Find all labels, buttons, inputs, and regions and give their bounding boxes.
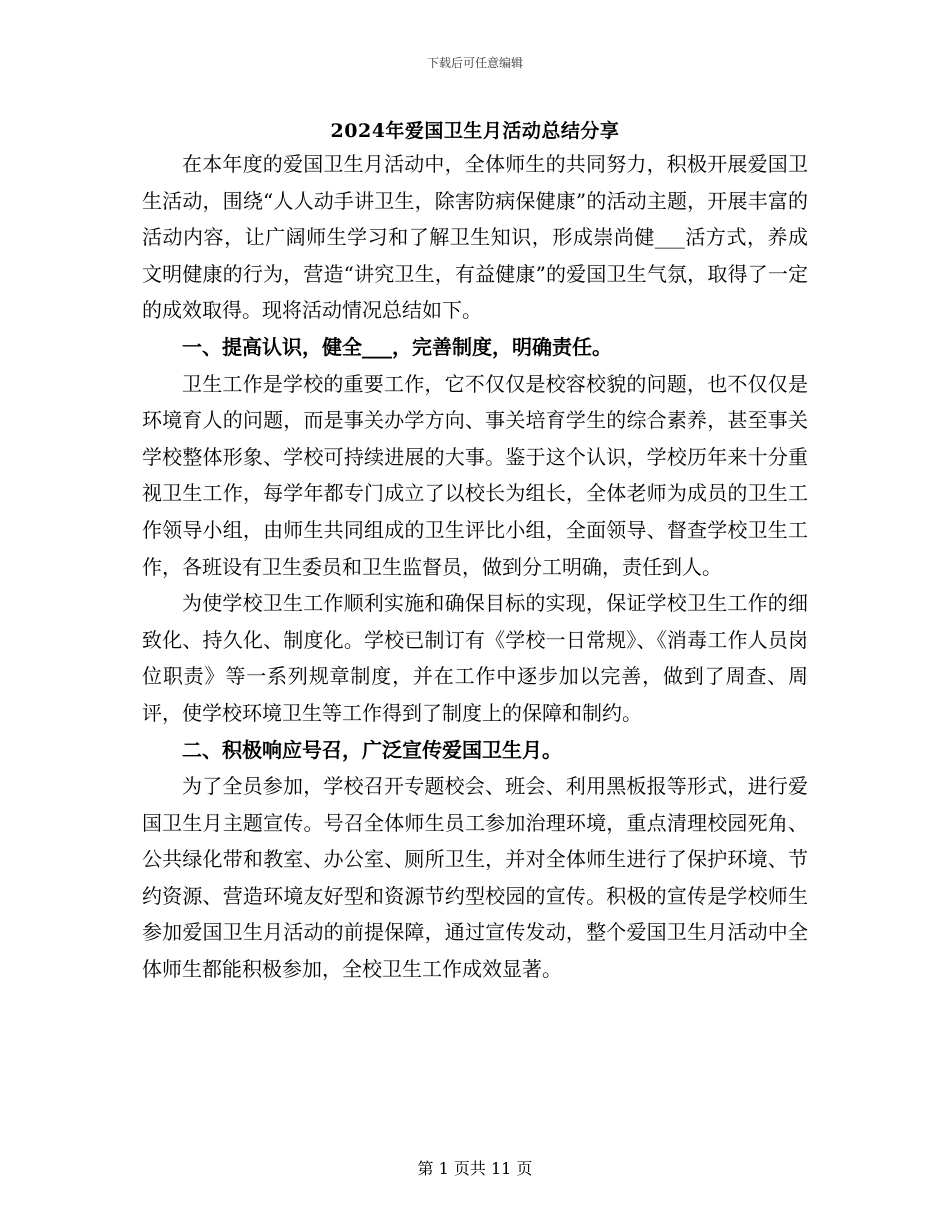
section-heading-2: 二、积极响应号召，广泛宣传爱国卫生月。: [182, 737, 562, 762]
paragraph-section1-b: 为使学校卫生工作顺利实施和确保目标的实现，保证学校卫生工作的细致化、持久化、制度化。学校已制订有《学校一日常规》、《消毒工作人员岗位职责》等一系列规章制度，并在工作中逐步加以完善，做到了周查、周评，使学校环境卫生等工作得到了制度上的保障和制约。: [142, 591, 808, 725]
document-body: [142, 146, 808, 988]
paragraph-section1-a: 卫生工作是学校的重要工作，它不仅仅是校容校貌的问题，也不仅仅是环境育人的问题，而是事关办学方向、事关培育学生的综合素养，甚至事关学校整体形象、学校可持续进展的大事。鉴于这个认识，学校历年来十分重视卫生工作，每学年都专门成立了以校长为组长，全体老师为成员的卫生工作领导小组，由师生共同组成的卫生评比小组，全面领导、督查学校卫生工作，各班设有卫生委员和卫生监督员，做到分工明确，责任到人。: [142, 371, 808, 579]
header-note: 下载后可任意编辑: [426, 56, 523, 70]
page-number: 第 1 页共 11 页: [417, 1159, 533, 1178]
paragraph-intro: 在本年度的爱国卫生月活动中，全体师生的共同努力，积极开展爱国卫生活动，围绕“人人动手讲卫生，除害防病保健康”的活动主题，开展丰富的活动内容，让广阔师生学习和了解卫生知识，形成崇尚健___活方式，养成文明健康的行为，营造“讲究卫生，有益健康”的爱国卫生气氛，取得了一定的成效取得。现将活动情况总结如下。: [142, 152, 808, 323]
section-heading-1: 一、提高认识，健全___，完善制度，明确责任。: [182, 334, 612, 359]
document-title: 2024年爱国卫生月活动总结分享: [330, 120, 620, 142]
paragraph-section2-a: 为了全员参加，学校召开专题校会、班会、利用黑板报等形式，进行爱国卫生月主题宣传。号召全体师生员工参加治理环境，重点清理校园死角、公共绿化带和教室、办公室、厕所卫生，并对全体师生进行了保护环境、节约资源、营造环境友好型和资源节约型校园的宣传。积极的宣传是学校师生参加爱国卫生月活动的前提保障，通过宣传发动，整个爱国卫生月活动中全体师生都能积极参加，全校卫生工作成效显著。: [142, 774, 808, 982]
